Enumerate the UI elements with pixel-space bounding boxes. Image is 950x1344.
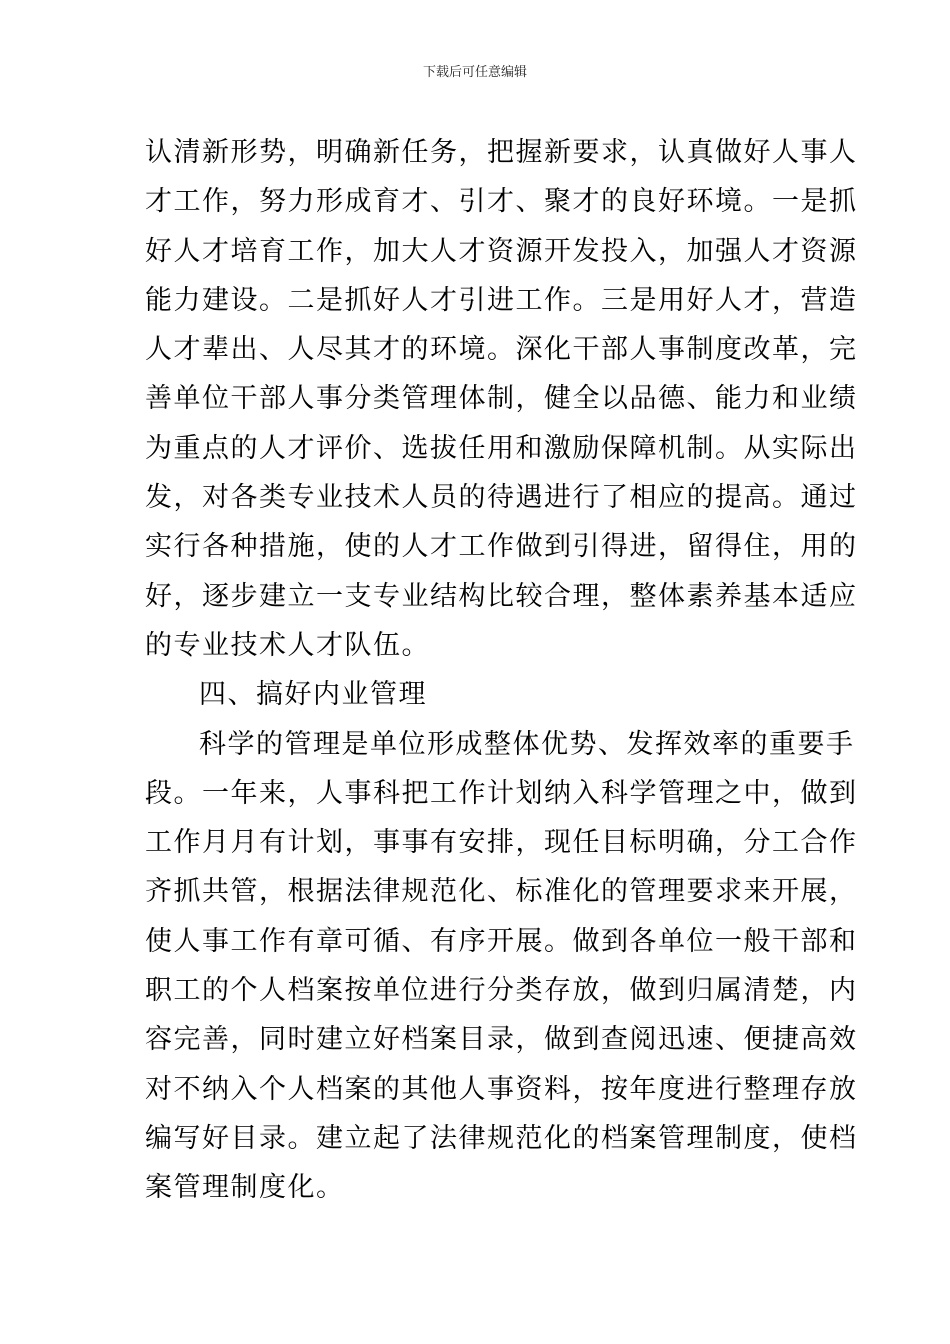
text-line: 认清新形势，明确新任务，把握新要求，认真做好人事人 bbox=[145, 137, 858, 168]
page-header-note: 下载后可任意编辑 bbox=[422, 65, 527, 80]
paragraph-internal-management bbox=[145, 720, 858, 1213]
section-heading: 四、搞好内业管理 bbox=[199, 679, 427, 711]
text-line: 好人才培育工作，加大人才资源开发投入，加强人才资源 bbox=[145, 235, 858, 267]
text-line: 对不纳入个人档案的其他人事资料，按年度进行整理存放 bbox=[145, 1073, 858, 1105]
text-line: 工作月月有计划，事事有安排，现任目标明确，分工合作 bbox=[145, 827, 858, 859]
text-line: 编写好目录。建立起了法律规范化的档案管理制度，使档 bbox=[145, 1122, 858, 1154]
text-line: 善单位干部人事分类管理体制，健全以品德、能力和业绩 bbox=[145, 383, 858, 415]
text-line: 使人事工作有章可循、有序开展。做到各单位一般干部和 bbox=[145, 925, 858, 957]
text-line: 才工作，努力形成育才、引才、聚才的良好环境。一是抓 bbox=[145, 186, 858, 218]
text-line: 发，对各类专业技术人员的待遇进行了相应的提高。通过 bbox=[145, 482, 858, 514]
text-line: 职工的个人档案按单位进行分类存放，做到归属清楚，内 bbox=[145, 975, 858, 1007]
text-line: 的专业技术人才队伍。 bbox=[145, 629, 430, 661]
text-line: 能力建设。二是抓好人才引进工作。三是用好人才，营造 bbox=[145, 284, 858, 316]
paragraph-talent-work bbox=[145, 128, 858, 670]
text-line: 为重点的人才评价、选拔任用和激励保障机制。从实际出 bbox=[145, 432, 858, 464]
text-line: 好，逐步建立一支专业结构比较合理，整体素养基本适应 bbox=[145, 580, 858, 612]
text-line: 实行各种措施，使的人才工作做到引得进，留得住，用的 bbox=[145, 531, 858, 563]
text-line: 齐抓共管，根据法律规范化、标准化的管理要求来开展， bbox=[145, 876, 858, 908]
text-line: 科学的管理是单位形成整体优势、发挥效率的重要手 bbox=[199, 728, 855, 760]
text-line: 人才辈出、人尽其才的环境。深化干部人事制度改革，完 bbox=[145, 334, 858, 366]
text-line: 容完善，同时建立好档案目录，做到查阅迅速、便捷高效 bbox=[145, 1024, 858, 1056]
document-body bbox=[145, 128, 858, 1213]
text-line: 段。一年来，人事科把工作计划纳入科学管理之中，做到 bbox=[145, 777, 858, 809]
text-line: 案管理制度化。 bbox=[145, 1172, 345, 1204]
